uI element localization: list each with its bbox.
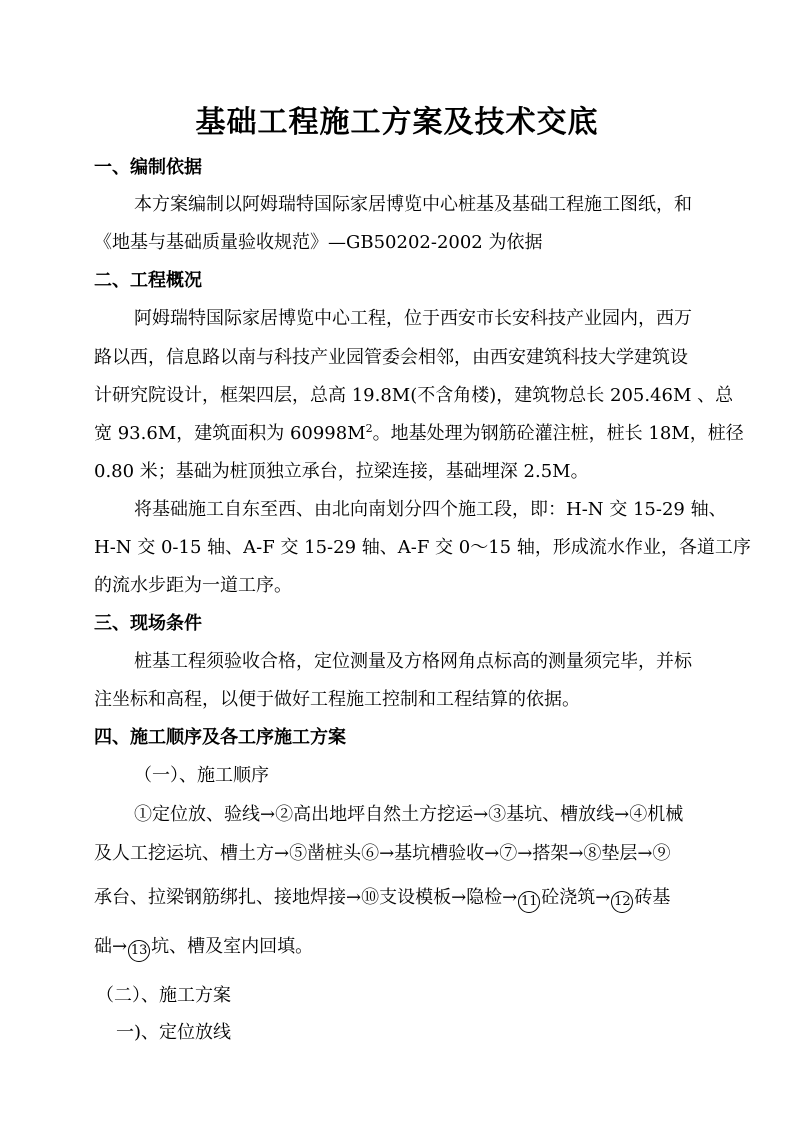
section-heading-basis: 一、编制依据 <box>94 157 202 178</box>
paragraph-line: 注坐标和高程，以便于做好工程施工控制和工程结算的依据。 <box>94 689 580 710</box>
section-heading-site-conditions: 三、现场条件 <box>94 613 202 634</box>
circled-number: 11 <box>518 891 540 913</box>
paragraph-line: H-N 交 0-15 轴、A-F 交 15-29 轴、A-F 交 0～15 轴，形成流水作业，各道工序 <box>94 537 751 558</box>
sequence-line: ①定位放、验线→②高出地坪自然土方挖运→③基坑、槽放线→④机械 <box>134 804 684 825</box>
document-title: 基础工程施工方案及技术交底 <box>195 105 599 140</box>
paragraph-line <box>94 421 744 447</box>
subsection-heading: （二）、施工方案 <box>96 985 231 1006</box>
subsection-heading: （一）、施工顺序 <box>134 765 269 786</box>
text-run: 砖基 <box>634 887 671 908</box>
sequence-line: 及人工挖运坑、槽土方→⑤凿桩头⑥→基坑槽验收→⑦→搭架→⑧垫层→⑨ <box>94 843 671 864</box>
section-heading-overview: 二、工程概况 <box>94 270 202 291</box>
paragraph-line: 《地基与基础质量验收规范》—GB50202-2002 为依据 <box>94 232 543 253</box>
paragraph-line: 桩基工程须验收合格，定位测量及方格网角点标高的测量须完毕，并标 <box>134 651 692 672</box>
paragraph-line: 将基础施工自东至西、由北向南划分四个施工段，即：H-N 交 15-29 轴、 <box>134 499 727 520</box>
text-run: 础→ <box>94 936 128 957</box>
text-run: 。地基处理为钢筋砼灌注桩，桩长 18M，桩径 <box>372 423 744 444</box>
paragraph-line: 计研究院设计，框架四层，总高 19.8M(不含角楼)，建筑物总长 205.46M 、总 <box>94 385 734 406</box>
superscript: 2 <box>365 422 373 435</box>
sequence-line <box>94 934 313 962</box>
text-run: 坑、槽及室内回填。 <box>151 936 314 957</box>
subsection-heading: 一)、定位放线 <box>116 1022 232 1043</box>
paragraph-line: 路以西，信息路以南与科技产业园管委会相邻，由西安建筑科技大学建筑设 <box>94 347 688 368</box>
paragraph-line: 的流水步距为一道工序。 <box>94 575 292 596</box>
text-run: 承台、拉梁钢筋绑扎、接地焊接→⑩支设模板→隐检→ <box>94 887 518 908</box>
sequence-line <box>94 885 670 913</box>
circled-number: 12 <box>611 891 633 913</box>
text-run: 宽 93.6M，建筑面积为 60998M <box>94 423 366 444</box>
section-heading-sequence: 四、施工顺序及各工序施工方案 <box>94 727 346 748</box>
circled-number: 13 <box>128 940 150 962</box>
text-run: 砼浇筑→ <box>541 887 611 908</box>
paragraph-line: 0.80 米；基础为桩顶独立承台，拉梁连接，基础埋深 2.5M。 <box>94 461 589 482</box>
paragraph-line: 阿姆瑞特国际家居博览中心工程，位于西安市长安科技产业园内，西万 <box>134 308 692 329</box>
paragraph-line: 本方案编制以阿姆瑞特国际家居博览中心桩基及基础工程施工图纸，和 <box>134 194 692 215</box>
